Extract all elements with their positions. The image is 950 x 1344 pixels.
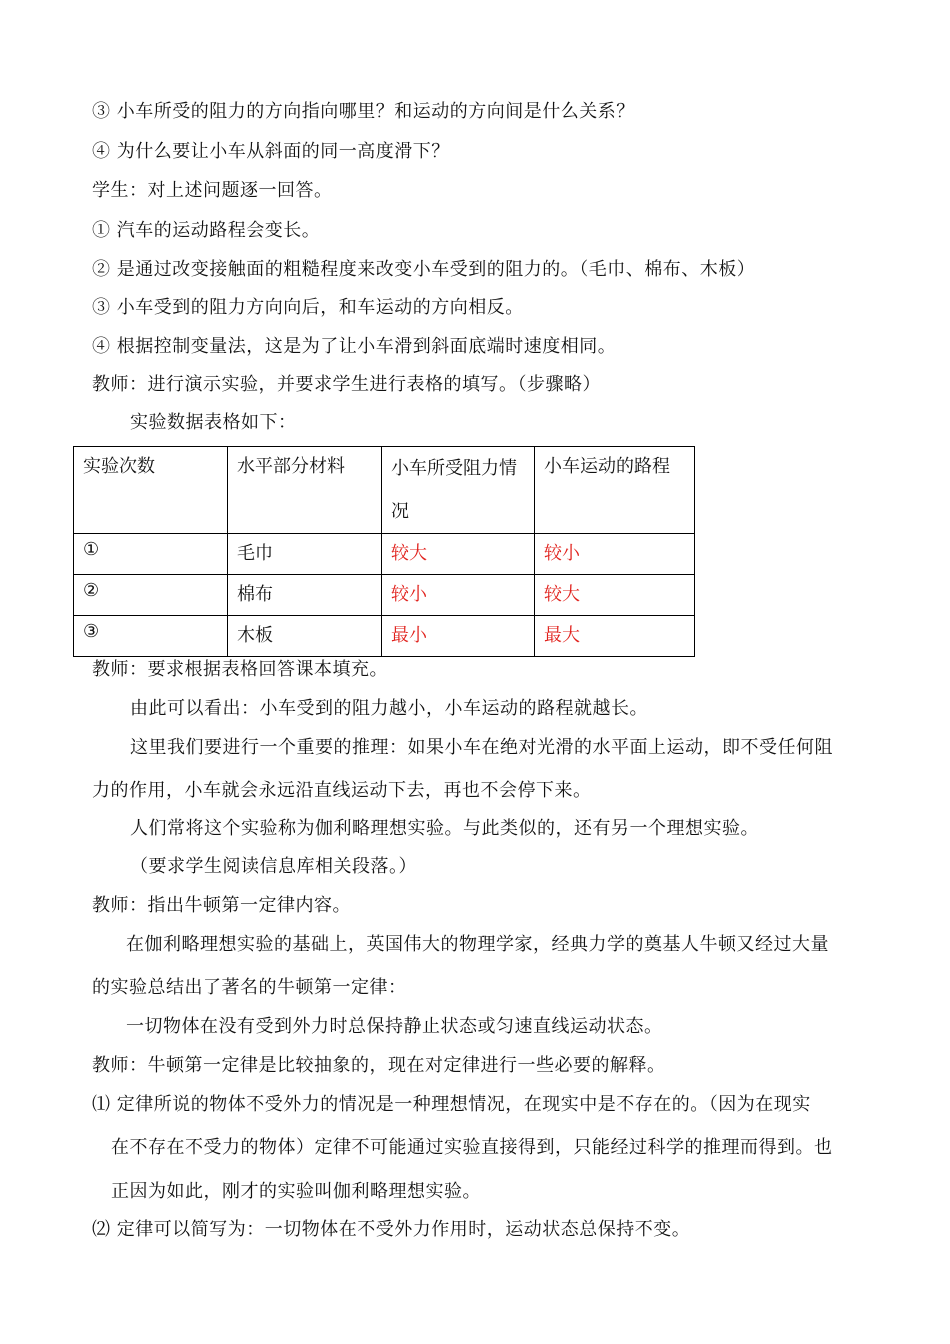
conclusion-paragraph: 由此可以看出：小车受到的阻力越小，小车运动的路程就越长。 [130, 698, 648, 719]
distance-cell: 较小 [535, 534, 695, 575]
newton-paragraph-line-2: 的实验总结出了著名的牛顿第一定律： [92, 977, 407, 998]
question-3: ③ 小车所受的阻力的方向指向哪里？和运动的方向间是什么关系？ [92, 101, 635, 122]
teacher-fill-instruction: 教师：要求根据表格回答课本填充。 [92, 659, 388, 680]
table-row [74, 534, 695, 575]
table-intro: 实验数据表格如下： [130, 412, 297, 433]
trial-cell: ② [74, 575, 228, 616]
teacher-newton-law-intro: 教师：指出牛顿第一定律内容。 [92, 895, 351, 916]
question-4: ④ 为什么要让小车从斜面的同一高度滑下？ [92, 141, 450, 162]
answer-3: ③ 小车受到的阻力方向向后，和车运动的方向相反。 [92, 297, 524, 318]
student-response-intro: 学生：对上述问题逐一回答。 [92, 180, 333, 201]
distance-cell: 较大 [535, 575, 695, 616]
header-resistance-text: 小车所受阻力情况 [391, 458, 517, 522]
header-distance: 小车运动的路程 [535, 447, 695, 534]
header-resistance [382, 447, 535, 534]
explanation-1-line-2: 在不存在不受力的物体）定律不可能通过实验直接得到，只能经过科学的推理而得到。也 [111, 1137, 833, 1158]
explanation-2: ⑵ 定律可以简写为：一切物体在不受外力作用时，运动状态总保持不变。 [92, 1219, 691, 1240]
reasoning-paragraph-line-2: 力的作用，小车就会永远沿直线运动下去，再也不会停下来。 [92, 780, 592, 801]
experiment-data-table [73, 446, 695, 657]
answer-2: ② 是通过改变接触面的粗糙程度来改变小车受到的阻力的。（毛巾、棉布、木板） [92, 259, 756, 280]
table-row [74, 575, 695, 616]
distance-cell: 最大 [535, 616, 695, 657]
material-cell: 毛巾 [228, 534, 382, 575]
teacher-demo-instruction: 教师：进行演示实验，并要求学生进行表格的填写。（步骤略） [92, 374, 601, 395]
answer-4: ④ 根据控制变量法，这是为了让小车滑到斜面底端时速度相同。 [92, 336, 617, 357]
galileo-experiment-paragraph: 人们常将这个实验称为伽利略理想实验。与此类似的，还有另一个理想实验。 [130, 818, 759, 839]
table-header-row [74, 447, 695, 534]
header-surface-material: 水平部分材料 [228, 447, 382, 534]
resistance-cell: 最小 [382, 616, 535, 657]
explanation-1-line-3: 正因为如此，刚才的实验叫伽利略理想实验。 [111, 1181, 481, 1202]
newton-first-law-statement: 一切物体在没有受到外力时总保持静止状态或匀速直线运动状态。 [126, 1016, 663, 1037]
reading-instruction: （要求学生阅读信息库相关段落。） [130, 856, 417, 877]
reasoning-paragraph-line-1: 这里我们要进行一个重要的推理：如果小车在绝对光滑的水平面上运动，即不受任何阻 [130, 737, 833, 758]
resistance-cell: 较大 [382, 534, 535, 575]
trial-cell: ③ [74, 616, 228, 657]
answer-1: ① 汽车的运动路程会变长。 [92, 220, 321, 241]
header-trial-number: 实验次数 [74, 447, 228, 534]
material-cell: 棉布 [228, 575, 382, 616]
table-row [74, 616, 695, 657]
newton-paragraph-line-1: 在伽利略理想实验的基础上，英国伟大的物理学家，经典力学的奠基人牛顿又经过大量 [126, 934, 829, 955]
teacher-law-explanation: 教师：牛顿第一定律是比较抽象的，现在对定律进行一些必要的解释。 [92, 1055, 666, 1076]
trial-cell: ① [74, 534, 228, 575]
resistance-cell: 较小 [382, 575, 535, 616]
explanation-1-line-1: ⑴ 定律所说的物体不受外力的情况是一种理想情况，在现实中是不存在的。（因为在现实 [92, 1094, 811, 1115]
material-cell: 木板 [228, 616, 382, 657]
